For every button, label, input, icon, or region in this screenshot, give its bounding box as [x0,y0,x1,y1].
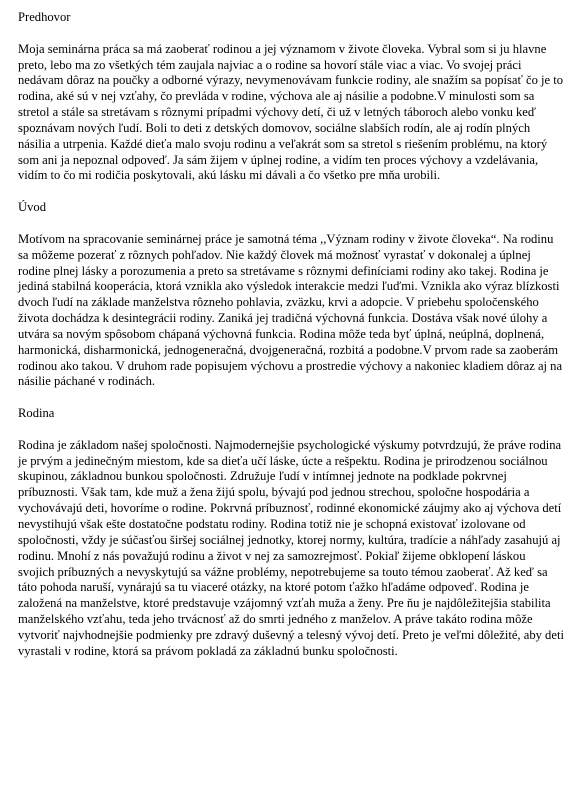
section-rodina [18,406,565,660]
section-uvod [18,200,565,390]
section-predhovor [18,10,565,184]
section-paragraph-rodina: Rodina je základom našej spoločnosti. Najmodernejšie psychologické výskumy potvrdzujú, že práve rodina je prvým a jedinečným miestom, kde sa dieťa učí láske, úcte a rešpektu. Rodina je prirodzenou sociálnou skupinou, základnou bunkou spoločnosti. Združuje ľudí v intímnej jednote na podklade pokrvnej príbuznosti. Však tam, kde muž a žena žijú spolu, bývajú pod jednou strechou, spoločne hospodária a vychovávajú deti, hovoríme o rodine. Pokrvná príbuznosť, rodinné ekonomické záujmy ako aj výchova detí nevystihujú však ešte dostatočne podstatu rodiny. Rodina totiž nie je schopná existovať izolovane od spoločnosti, vždy je súčasťou širšej sociálnej jednotky, ktorej normy, kultúra, tradície a náhľady zasahujú aj rodinu. Mnohí z nás považujú rodinu a život v nej za samozrejmosť. Pokiaľ žijeme obklopení láskou svojich príbuzných a nevyskytujú sa vážne problémy, nepotrebujeme sa touto témou zaoberať. Až keď sa táto pohoda naruší, vynárajú sa tu viaceré otázky, na ktoré potom ťažko hľadáme odpoveď. Rodina je založená na manželstve, ktoré predstavuje vzájomný vzťah muža a ženy. Pre ňu je najdôležitejšia stabilita manželského vzťahu, teda jeho trvácnosť až do smrti jedného z manželov. A práve takáto rodina môže vytvoriť najvhodnejšie podmienky pre zdravý duševný a telesný vývoj detí. Preto je veľmi dôležité, aby deti vyrastali v rodine, ktorá sa právom pokladá za základnú bunku spoločnosti. [18,437,564,658]
section-paragraph-predhovor: Moja seminárna práca sa má zaoberať rodinou a jej významom v živote človeka. Vybral som si ju hlavne preto, lebo ma zo všetkých tém zaujala najviac a o rodine sa hovorí stále viac a viac. Vo svojej práci nedávam dôraz na poučky a odborné výrazy, nevymenovávam funkcie rodiny, ale snažím sa popísať čo je to rodina, aké sú v nej vzťahy, čo prevláda v rodine, výchova ale aj násilie a podobne.V minulosti som sa stretol a stále sa stretávam s rôznymi prípadmi výchovy detí, či už v letných táboroch alebo vonku keď spoznávam nových ľudí. Boli to deti z detských domovov, sociálne slabších rodín, ale aj rodín plných násilia a utrpenia. Každé dieťa malo svoju rodinu a veľakrát som sa stretol s riešením problému, na ktorý som ani ja nepoznal odpoveď. Ja sám žijem v úplnej rodine, a vidím ten proces výchovy a vzdelávania, vidím to čo mi rodičia poskytovali, akú lásku mi dávali a čo všetko pre mňa urobili. [18,41,564,183]
section-heading-uvod: Úvod [18,200,46,215]
section-heading-rodina: Rodina [18,406,55,421]
section-heading-predhovor: Predhovor [18,10,71,24]
document-page [18,10,565,675]
section-paragraph-uvod: Motívom na spracovanie seminárnej práce je samotná téma ,,Význam rodiny v živote človeka“. Na rodinu sa môžeme pozerať z rôznych pohľadov. Nie každý človek má možnosť vyrastať v dokonalej a úplnej rodine plnej lásky a porozumenia a preto sa stretávame s rôznymi definíciami rodiny ako takej. Rodina je jediná stabilná kooperácia, ktorá vznikla ako výsledok interakcie medzi ľuďmi. Vznikla ako výraz blízkosti dvoch ľudí na základe manželstva rôzneho pohlavia, zväzku, krvi a adopcie. V priebehu spoločenského života dochádza k desintegrácii rodiny. Zaniká jej tradičná výchovná funkcia. Dostáva však nové úlohy a utvára sa novým spôsobom chápaná výchovná funkcia. Rodina môže teda byť úplná, neúplná, doplnená, harmonická, disharmonická, jednogeneračná, dvojgeneračná, rozbitá a podobne.V prvom rade sa zaoberám rodinou ako takou. V druhom rade popisujem výchovu a prostredie výchovy a nakoniec kladiem dôraz aj na násilie páchané v rodinách. [18,231,563,389]
